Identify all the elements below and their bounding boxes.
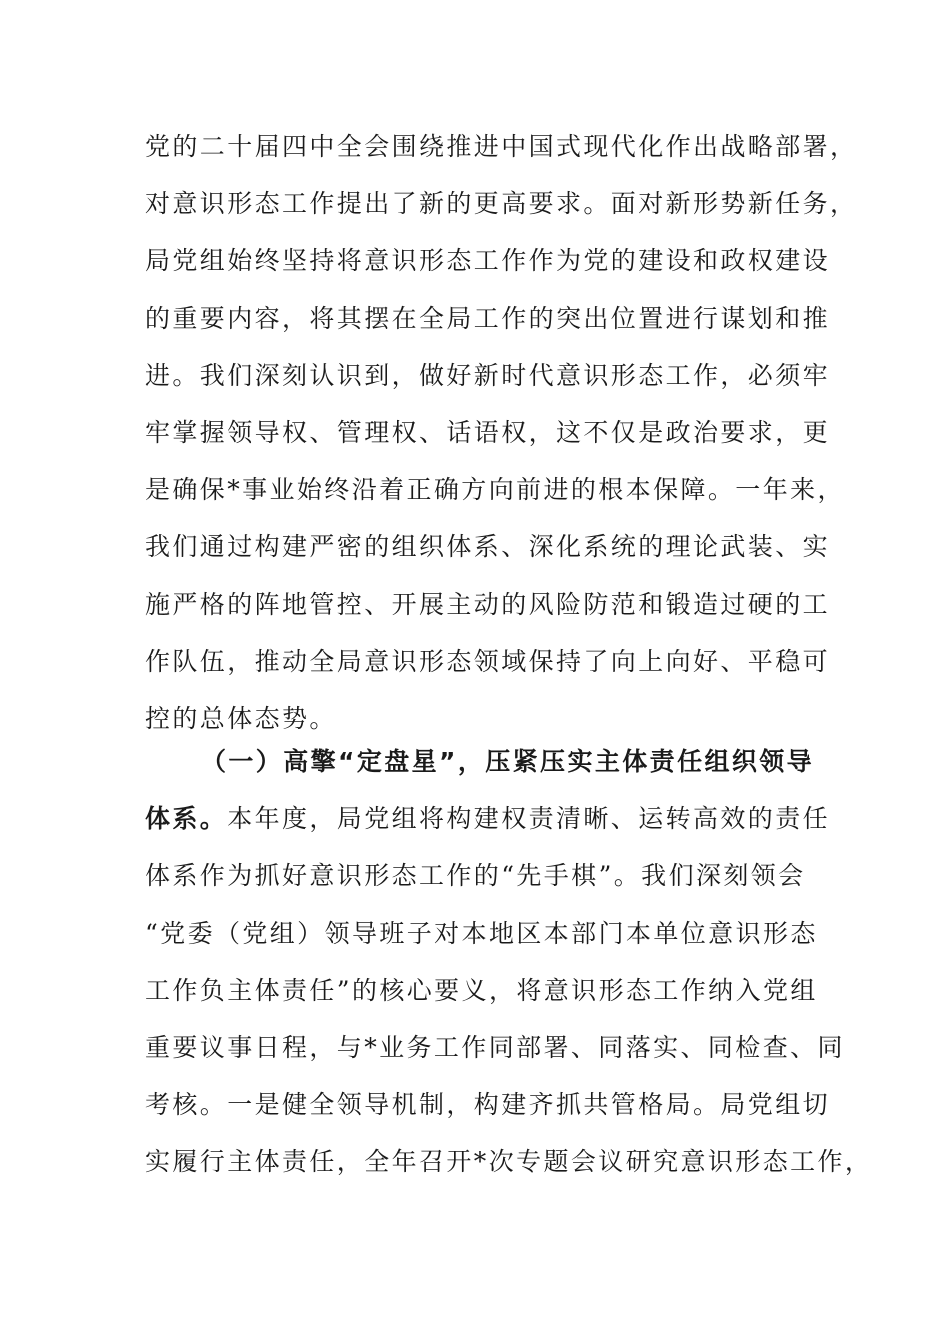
section-heading-end: 体系。 [145, 804, 228, 834]
paragraph-line: 局党组始终坚持将意识形态工作作为党的建设和政权建设 [145, 246, 831, 276]
paragraph-line: 是确保*事业始终沿着正确方向前进的根本保障。一年来， [145, 475, 845, 505]
paragraph-line: 工作负主体责任”的核心要义，将意识形态工作纳入党组 [145, 975, 818, 1005]
paragraph-line: 体系作为抓好意识形态工作的“先手棋”。我们深刻领会 [145, 861, 806, 891]
paragraph-text: 本年度，局党组将构建权责清晰、运转高效的责任 [227, 804, 831, 834]
paragraph-line: 进。我们深刻认识到，做好新时代意识形态工作，必须牢 [145, 360, 831, 390]
paragraph-line: 牢掌握领导权、管理权、话语权，这不仅是政治要求，更 [145, 417, 831, 447]
paragraph-line: 考核。一是健全领导机制，构建齐抓共管格局。局党组切 [145, 1090, 831, 1120]
paragraph-line: 施严格的阵地管控、开展主动的风险防范和锻造过硬的工 [145, 589, 831, 619]
paragraph-line: 我们通过构建严密的组织体系、深化系统的理论武装、实 [145, 532, 831, 562]
paragraph-line: 党的二十届四中全会围绕推进中国式现代化作出战略部署， [145, 132, 858, 161]
paragraph-line [145, 790, 831, 847]
section-one-paragraph [145, 733, 873, 1191]
paragraph-line: 的重要内容，将其摆在全局工作的突出位置进行谋划和推 [145, 303, 831, 333]
paragraph-line: 实履行主体责任，全年召开*次专题会议研究意识形态工作， [145, 1147, 873, 1177]
paragraph-line: 作队伍，推动全局意识形态领域保持了向上向好、平稳可 [145, 646, 831, 676]
paragraph-line: 对意识形态工作提出了新的更高要求。面对新形势新任务， [145, 189, 858, 219]
paragraph-line: “党委（党组）领导班子对本地区本部门本单位意识形态 [145, 918, 818, 948]
section-heading: （一）高擎“定盘星”，压紧压实主体责任组织领导 [201, 747, 815, 776]
intro-paragraph [145, 118, 858, 747]
paragraph-line: 重要议事日程，与*业务工作同部署、同落实、同检查、同 [145, 1032, 845, 1062]
paragraph-line: 控的总体态势。 [145, 703, 337, 733]
